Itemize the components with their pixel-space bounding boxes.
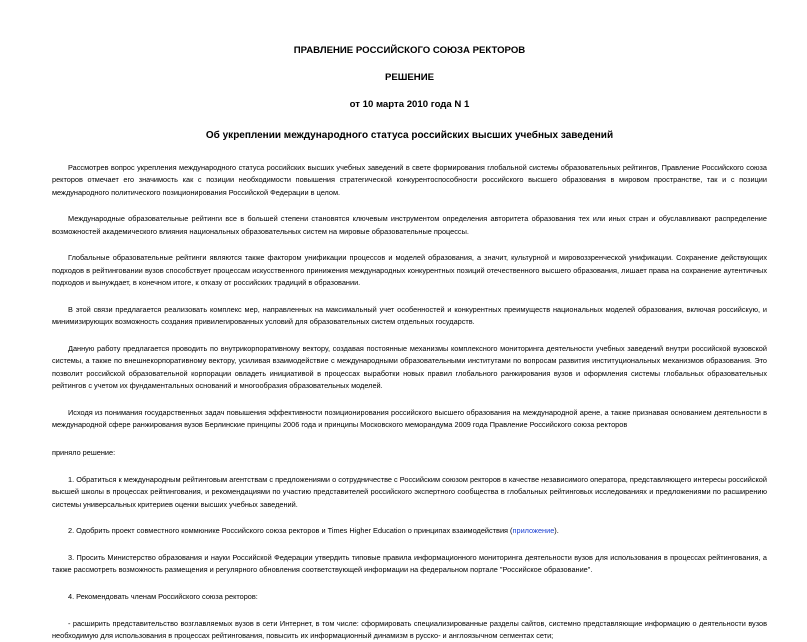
- decision-item-2: [52, 525, 767, 537]
- document-date: от 10 марта 2010 года N 1: [349, 99, 470, 110]
- decision-item-1: 1. Обратиться к международным рейтинговым агентствам с предложениями о сотрудничестве с Российским союзом ректоров в качестве независимого оператора, представляющего интересы российской высшей школы в процессах рейтингования, и рекомендациями по участию представителей российского экспертного сообщества в глобальных рейтинговых исследованиях и предложениями по расширению системы универсальных критериев оценки высших учебных заведений.: [52, 475, 767, 509]
- decision-item-2-end: ).: [554, 526, 559, 536]
- paragraph-2: Международные образовательные рейтинги все в большей степени становятся ключевым инструментом определения авторитета образования тех или иных стран и обуславливают распределение возможностей академического влияния национальных образовательных систем на мировые образовательные процессы.: [52, 214, 767, 236]
- paragraph-6: Исходя из понимания государственных задач повышения эффективности позиционирования российского высшего образования на международной арене, а также признавая основанием деятельности в международной сфере ранжирования вузов Берлинские принципы 2006 года и принципы Московского меморандума 2009 года Правление Российского союза ректоров: [52, 407, 767, 430]
- decision-item-3: 3. Просить Министерство образования и науки Российской Федерации утвердить типовые правила информационного мониторинга деятельности вузов для использования в процессах рейтингования, а также рассмотреть возможность размещения и регулярного обновления соответствующей информации на федеральном портале "Российское образование".: [52, 553, 767, 575]
- document-title: Об укреплении международного статуса российских высших учебных заведений: [205, 130, 614, 141]
- organization-heading: ПРАВЛЕНИЕ РОССИЙСКОГО СОЮЗА РЕКТОРОВ: [293, 45, 526, 56]
- paragraph-1: Рассмотрев вопрос укрепления международного статуса российских высших учебных заведений в свете формирования глобальной системы образовательных рейтингов, Правление Российского союза ректоров отмечает его значимость как с позиции необходимости повышения стратегической конкурентоспособности российского высшего образования в мировом пространстве, так и с позиции международного политического позиционирования Российской Федерации в целом.: [52, 163, 767, 197]
- decision-item-4: 4. Рекомендовать членам Российского союза ректоров:: [68, 592, 258, 602]
- paragraph-5: Данную работу предлагается проводить по внутрикорпоративному вектору, создавая постоянные механизмы комплексного мониторинга деятельности учебных заведений внутри российской вузовской системы, а также по внешнекорпоративному вектору, усиливая взаимодействие с международными образовательными институтами по вопросам развития институциональных механизмов образования. Это позволит российской образовательной корпорации овладеть инициативой в процессах выработки новых правил глобального ранжирования вузов и оформления системы глобальных образовательных рейтингов с учетом их фундаментальных оснований и многообразия образовательных моделей.: [52, 343, 767, 391]
- decision-item-4-sub-1: - расширить представительство возглавляемых вузов в сети Интернет, в том числе: сформировать специализированные разделы сайтов, системно представляющие информацию о деятельности вузов необходимую для использования в процессах рейтингования, повысить их информационный динамизм в русско- и англоязычном сегментах сети;: [52, 618, 767, 641]
- paragraph-3: Глобальные образовательные рейтинги являются также фактором унификации процессов и моделей образования, а значит, культурной и мировоззренческой унификации. Сохранение действующих подходов в рейтинговании вузов способствует процессам искусственного принижения международных конкурентных позиций отечественного высшего образования, лишает права на сохранение аутентичных подходов и вынуждает, в конечном итоге, к отказу от российских традиций в образовании.: [52, 253, 767, 288]
- document-type-heading: РЕШЕНИЕ: [384, 72, 435, 83]
- paragraph-4: В этой связи предлагается реализовать комплекс мер, направленных на максимальный учет особенностей и конкурентных преимуществ национальных моделей образования, включая российскую, и минимизирующих возможность создания привилегированных условий для образовательных систем отдельных государств.: [52, 304, 767, 327]
- decision-item-2-text: 2. Одобрить проект совместного коммюнике Российского союза ректоров и Times Higher Education о принципах взаимодействия (: [68, 526, 513, 536]
- decision-intro: приняло решение:: [52, 448, 116, 458]
- appendix-link[interactable]: приложение: [512, 526, 555, 536]
